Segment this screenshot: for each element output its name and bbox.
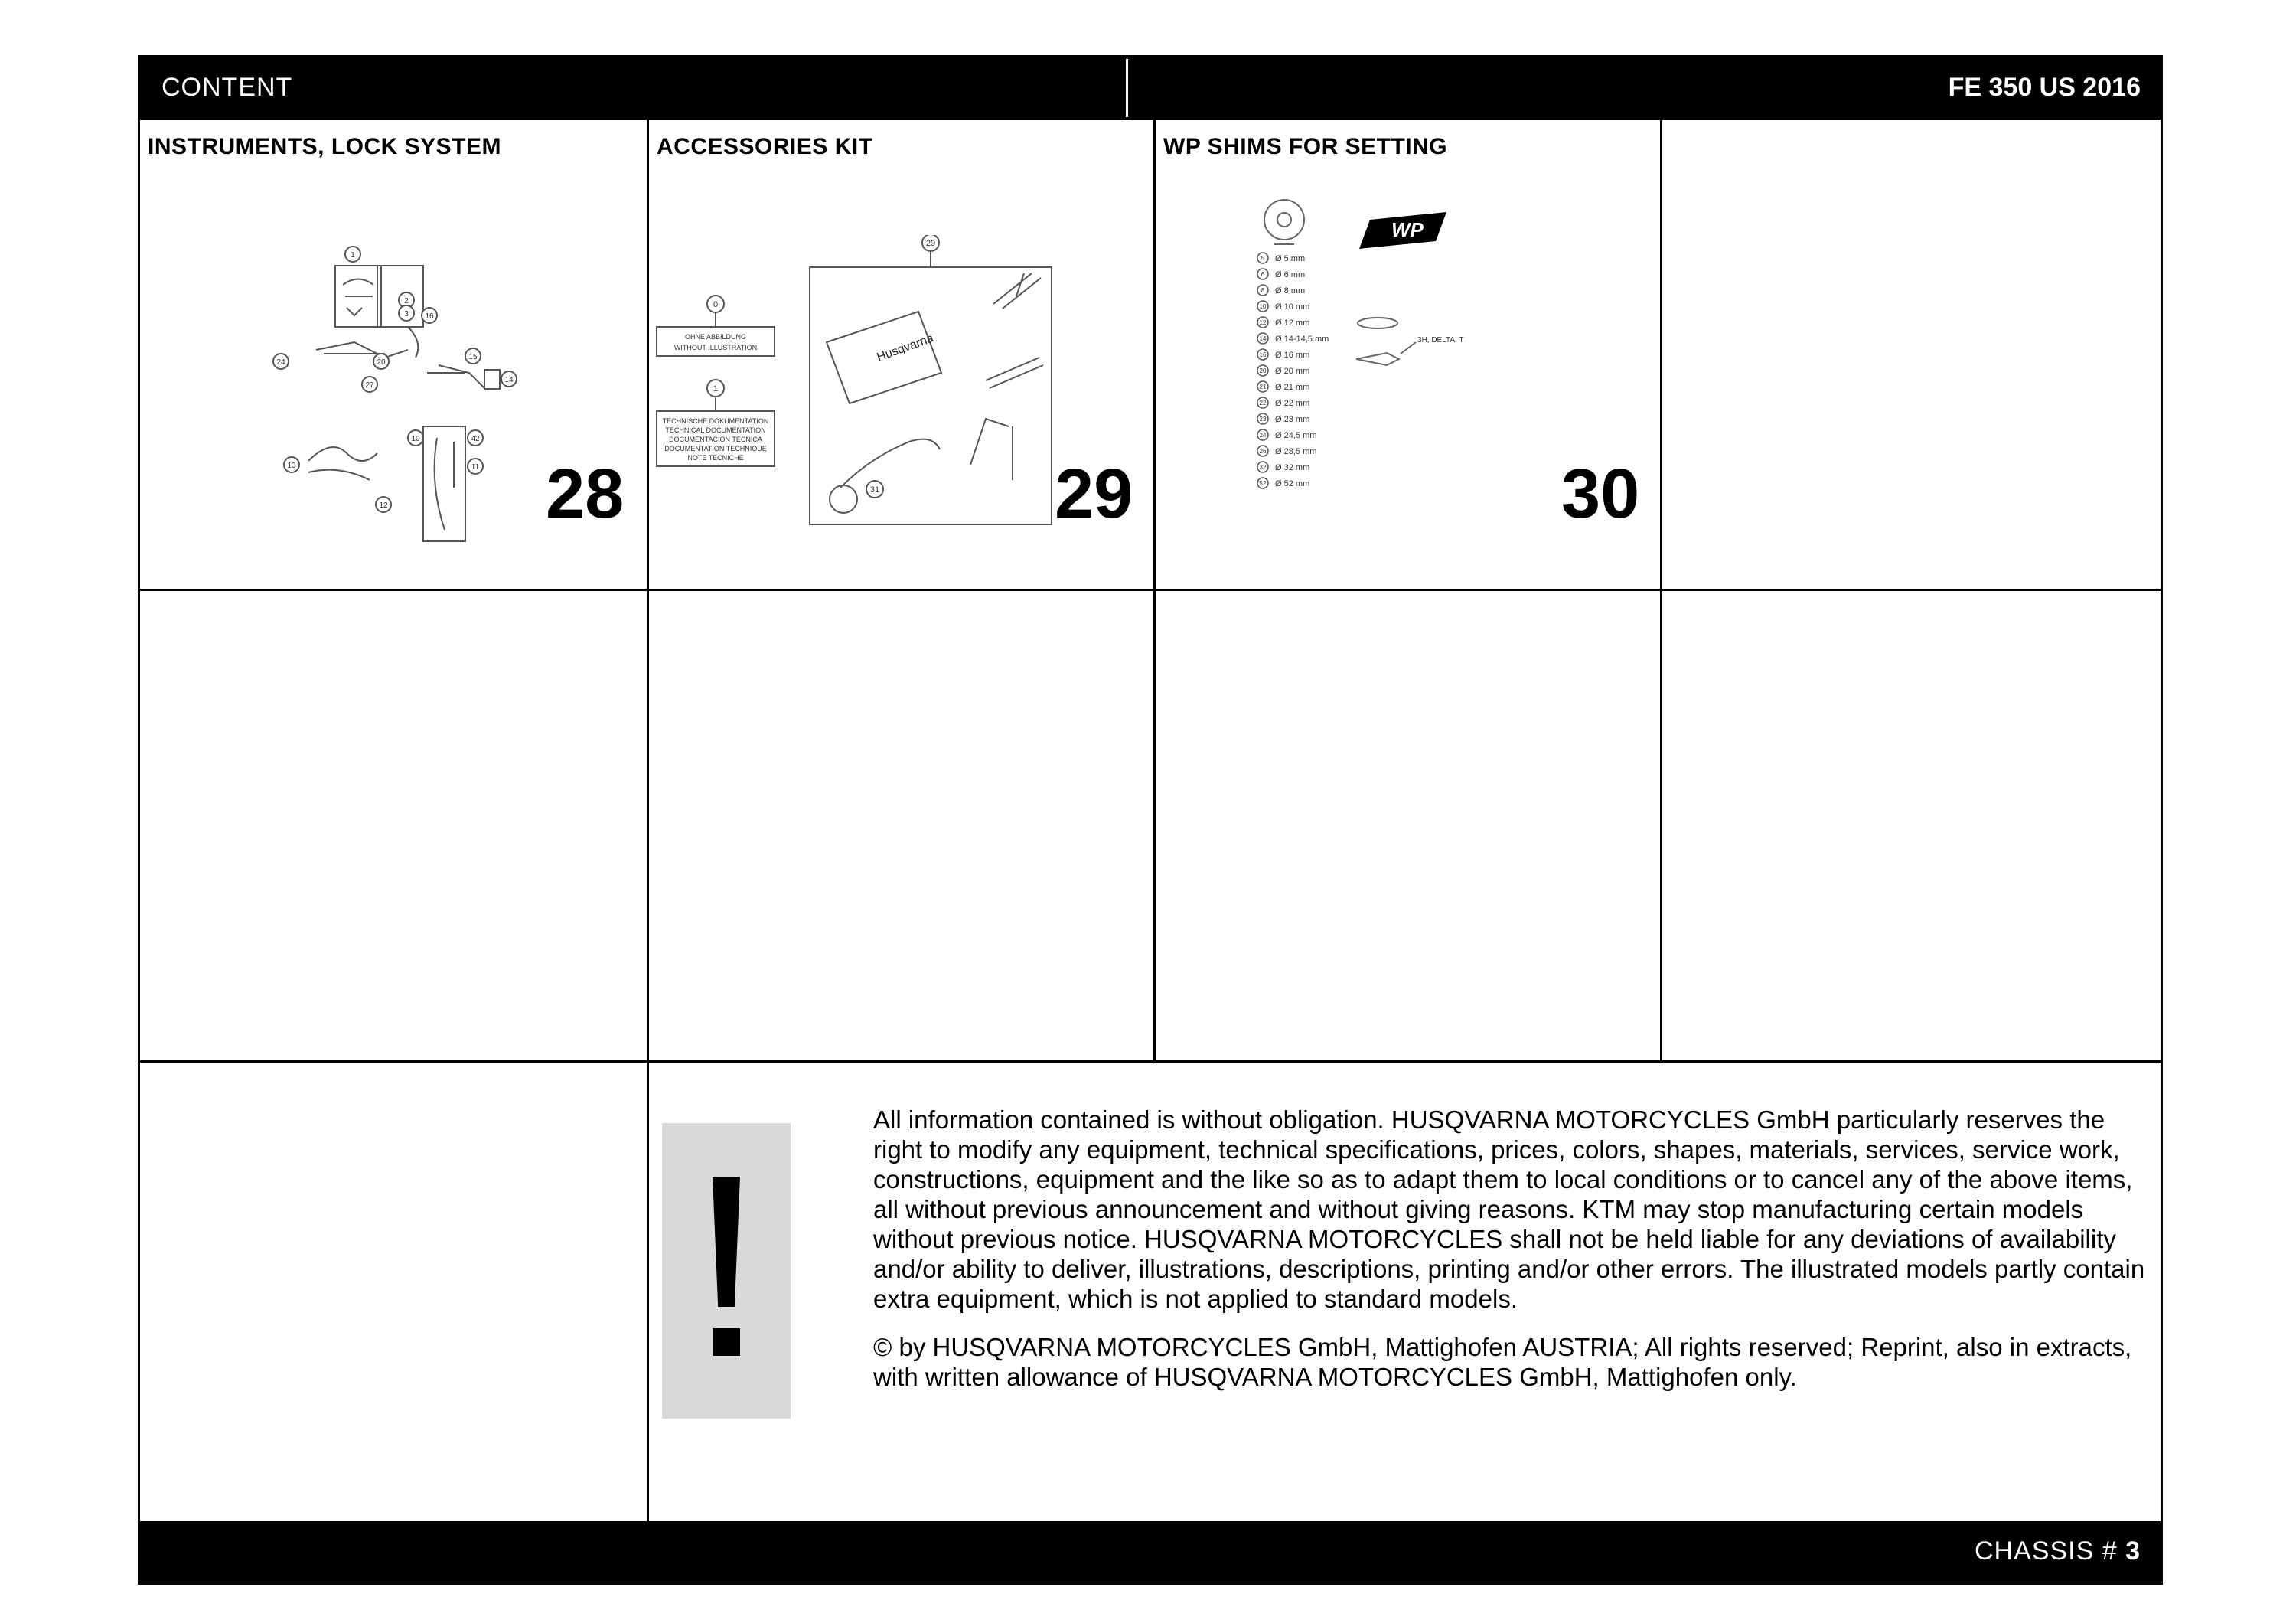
- accessories-diagram: [649, 235, 1078, 557]
- callout-label: 29: [925, 239, 936, 248]
- shim-number: 22: [1259, 400, 1267, 407]
- footer-page-number: 3: [2125, 1536, 2141, 1566]
- box-text: DOCUMENTACION TECNICA: [669, 436, 762, 443]
- box-text: TECHNISCHE DOKUMENTATION: [662, 417, 769, 425]
- callout-label: 24: [276, 358, 285, 367]
- shim-diameter: Ø 5 mm: [1275, 254, 1306, 263]
- shim-diameter: Ø 21 mm: [1275, 383, 1310, 392]
- cell-empty: [1156, 591, 1660, 1060]
- shim-number: 16: [1259, 351, 1267, 358]
- wp-logo-text: WP: [1391, 218, 1424, 241]
- shim-diameter: Ø 28,5 mm: [1275, 447, 1317, 456]
- cell-title: ACCESSORIES KIT: [657, 134, 873, 159]
- callout-label: 11: [471, 463, 480, 472]
- cell-empty: [1662, 120, 2161, 589]
- shim-number: 23: [1259, 416, 1267, 423]
- callout-label: 20: [377, 358, 386, 367]
- shim-diameter: Ø 16 mm: [1275, 351, 1310, 360]
- warning-icon: [662, 1123, 791, 1419]
- content-page: [138, 55, 2163, 1585]
- callout-label: 14: [504, 376, 514, 384]
- shim-number: 8: [1261, 287, 1265, 294]
- shim-number: 12: [1259, 319, 1267, 326]
- page-number: 30: [1561, 455, 1640, 533]
- callout-label: 10: [411, 435, 420, 443]
- shim-number: 5: [1261, 255, 1265, 262]
- cell-instruments-lock-system[interactable]: [140, 120, 647, 589]
- shim-diameter: Ø 12 mm: [1275, 318, 1310, 328]
- page-number: 29: [1055, 455, 1133, 533]
- callout-label: 31: [869, 485, 880, 495]
- box-text: OHNE ABBILDUNG: [684, 333, 747, 341]
- shim-diameter: Ø 24,5 mm: [1275, 431, 1317, 440]
- header-title: CONTENT: [161, 73, 293, 102]
- cell-empty: [140, 1063, 647, 1526]
- page-number: 28: [546, 455, 625, 533]
- callout-label: 13: [287, 462, 296, 470]
- header-divider: [1126, 59, 1128, 117]
- shim-diameter: Ø 8 mm: [1275, 286, 1306, 296]
- shim-diameter: Ø 20 mm: [1275, 367, 1310, 376]
- cell-accessories-kit[interactable]: [649, 120, 1153, 589]
- shim-diameter: Ø 6 mm: [1275, 270, 1306, 279]
- shim-note: 3H, DELTA, T: [1417, 336, 1464, 345]
- header-bar: [140, 57, 2161, 120]
- cell-empty: [140, 591, 647, 1060]
- cell-empty: [649, 591, 1153, 1060]
- footer-section: CHASSIS #: [1975, 1536, 2118, 1566]
- footer-label: [1975, 1536, 2141, 1566]
- box-text: DOCUMENTATION TECHNIQUE: [664, 445, 767, 452]
- shim-diameter: Ø 10 mm: [1275, 302, 1310, 312]
- footer-bar: [140, 1521, 2161, 1582]
- callout-label: 42: [471, 435, 480, 443]
- disclaimer-text: [873, 1105, 2159, 1410]
- box-text: NOTE TECNICHE: [687, 454, 744, 462]
- box-text: TECHNICAL DOCUMENTATION: [665, 426, 766, 434]
- model-label: FE 350 US 2016: [1948, 73, 2141, 102]
- callout-label: 1: [713, 384, 719, 394]
- callout-label: 1: [351, 251, 355, 260]
- shim-list: [1257, 253, 1329, 488]
- callout-label: 16: [425, 312, 434, 321]
- shim-diameter: Ø 32 mm: [1275, 463, 1310, 472]
- cell-empty: [1662, 591, 2161, 1060]
- callout-label: 2: [404, 297, 409, 305]
- shim-diameter: Ø 23 mm: [1275, 415, 1310, 424]
- husqvarna-brand: Husqvarna: [875, 331, 936, 364]
- cell-title: INSTRUMENTS, LOCK SYSTEM: [148, 134, 502, 159]
- shim-number: 52: [1259, 480, 1267, 487]
- shim-number: 24: [1259, 432, 1267, 439]
- cell-wp-shims[interactable]: [1156, 120, 1660, 589]
- callout-label: 12: [379, 501, 388, 510]
- disclaimer-paragraph: All information contained is without obligation. HUSQVARNA MOTORCYCLES GmbH particularly reserves the right to modify any equipment, technical specifications, prices, colors, shapes, materials, services, service work, constructions, equipment and the like so as to adapt them to local conditions or to cancel any of the above items, all without previous announcement and without giving reasons. KTM may stop manufacturing certain models without previous notice. HUSQVARNA MOTORCYCLES shall not be held liable for any deviations of availability and/or ability to deliver, illustrations, descriptions, printing and/or other errors. The illustrated models partly contain extra equipment, which is not applied to standard models.: [873, 1105, 2145, 1313]
- shim-number: 6: [1261, 271, 1265, 278]
- callout-label: 0: [713, 300, 719, 309]
- shim-number: 14: [1259, 335, 1267, 342]
- callout-label: 3: [404, 310, 409, 318]
- shim-number: 26: [1259, 448, 1267, 455]
- shim-number: 20: [1259, 367, 1267, 374]
- callout-label: 15: [468, 353, 478, 361]
- wp-shims-diagram: [1156, 181, 1584, 541]
- cell-title: WP SHIMS FOR SETTING: [1163, 134, 1448, 159]
- shim-number: 21: [1259, 384, 1267, 390]
- copyright-paragraph: © by HUSQVARNA MOTORCYCLES GmbH, Mattighofen AUSTRIA; All rights reserved; Reprint, also in extracts, with written allowance of HUSQVARNA MOTORCYCLES GmbH, Mattighofen only.: [873, 1333, 2132, 1391]
- shim-diameter: Ø 14-14,5 mm: [1275, 335, 1329, 344]
- callout-label: 27: [365, 381, 374, 390]
- shim-number: 32: [1259, 464, 1267, 471]
- shim-diameter: Ø 52 mm: [1275, 479, 1310, 488]
- shim-number: 10: [1259, 303, 1267, 310]
- shim-diameter: Ø 22 mm: [1275, 399, 1310, 408]
- box-text: WITHOUT ILLUSTRATION: [673, 344, 758, 351]
